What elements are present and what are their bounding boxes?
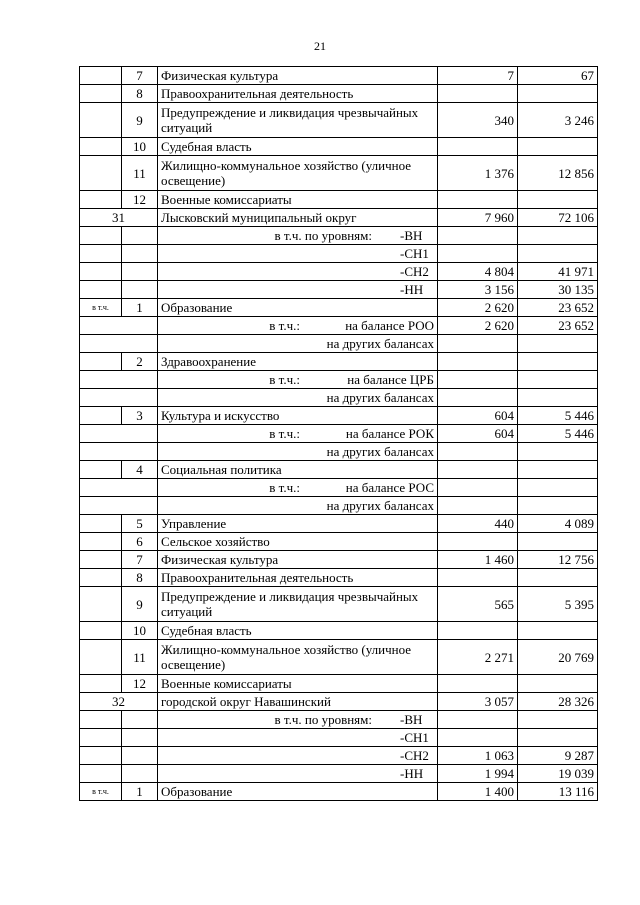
balance-cell [158,389,438,407]
level-prefix: в т.ч. по уровням: [274,712,372,727]
table-row [80,191,598,209]
balance-label: на балансе РОК [345,426,434,441]
row-name: Физическая культура [158,67,438,85]
balance-cell [158,497,438,515]
row-name: Правоохранительная деятельность [158,569,438,587]
value-col-2: 4 089 [518,515,598,533]
row-name: Социальная политика [158,461,438,479]
row-name: Судебная власть [158,138,438,156]
table-row [80,729,598,747]
balance-prefix: в т.ч.: [269,426,300,441]
table-row [80,693,598,711]
table-row [80,335,598,353]
row-index: 12 [122,191,158,209]
row-index: 11 [122,640,158,675]
table-row [80,551,598,569]
value-col-1 [438,227,518,245]
table-row [80,245,598,263]
row-marker [80,747,122,765]
value-col-1: 7 [438,67,518,85]
value-col-1 [438,85,518,103]
balance-label: на балансе РОО [345,318,434,333]
balance-label: на других балансах [326,336,434,351]
level-cell [158,747,438,765]
table-row [80,622,598,640]
value-col-1: 1 460 [438,551,518,569]
level-code: -СН1 [400,246,429,261]
row-marker [80,227,122,245]
level-cell [158,227,438,245]
value-col-1 [438,353,518,371]
value-col-1 [438,138,518,156]
value-col-1: 565 [438,587,518,622]
row-name: Судебная власть [158,622,438,640]
value-col-1 [438,569,518,587]
value-col-2 [518,245,598,263]
level-cell [158,729,438,747]
row-index: 8 [122,85,158,103]
value-col-2: 23 652 [518,317,598,335]
level-code: -СН2 [400,264,429,279]
row-marker [80,497,158,515]
value-col-1: 440 [438,515,518,533]
value-col-1: 2 271 [438,640,518,675]
row-marker [80,551,122,569]
row-index [122,227,158,245]
row-index: 5 [122,515,158,533]
value-col-2: 30 135 [518,281,598,299]
level-code: -ВН [400,712,423,727]
table-row [80,479,598,497]
table-row [80,156,598,191]
balance-label: на других балансах [326,498,434,513]
row-index: 6 [122,533,158,551]
row-marker [80,85,122,103]
row-name: Предупреждение и ликвидация чрезвычайных ситуаций [158,103,438,138]
row-name: Культура и искусство [158,407,438,425]
value-col-2: 9 287 [518,747,598,765]
value-col-1: 1 400 [438,783,518,801]
row-name: Сельское хозяйство [158,533,438,551]
value-col-2: 23 652 [518,299,598,317]
level-code: -ВН [400,228,423,243]
row-marker [80,640,122,675]
row-name: Управление [158,515,438,533]
row-marker [80,479,158,497]
row-marker [80,461,122,479]
balance-cell [158,443,438,461]
row-marker [80,281,122,299]
value-col-2: 13 116 [518,783,598,801]
value-col-2 [518,461,598,479]
table-row [80,227,598,245]
level-cell [158,263,438,281]
row-marker [80,317,158,335]
value-col-1: 2 620 [438,317,518,335]
table-row [80,371,598,389]
value-col-1 [438,443,518,461]
value-col-2 [518,371,598,389]
row-name: Физическая культура [158,551,438,569]
value-col-2 [518,569,598,587]
row-index: 9 [122,103,158,138]
row-marker [80,103,122,138]
row-index: 12 [122,675,158,693]
row-index [122,747,158,765]
row-marker [80,156,122,191]
row-name: Здравоохранение [158,353,438,371]
value-col-1 [438,461,518,479]
value-col-2: 12 856 [518,156,598,191]
value-col-2 [518,353,598,371]
row-marker [80,371,158,389]
value-col-2 [518,729,598,747]
row-marker [80,138,122,156]
level-prefix: в т.ч. по уровням: [274,228,372,243]
balance-cell [158,371,438,389]
value-col-1 [438,335,518,353]
value-col-1: 1 063 [438,747,518,765]
table-row [80,515,598,533]
balance-cell [158,335,438,353]
value-col-1 [438,191,518,209]
row-marker: в т.ч. [80,783,122,801]
value-col-1: 4 804 [438,263,518,281]
value-col-2: 67 [518,67,598,85]
value-col-2: 3 246 [518,103,598,138]
table-row [80,389,598,407]
value-col-1: 1 376 [438,156,518,191]
value-col-2 [518,622,598,640]
table-row [80,85,598,103]
row-index [122,263,158,281]
level-code: -НН [400,282,424,297]
value-col-1: 3 057 [438,693,518,711]
value-col-2: 72 106 [518,209,598,227]
row-marker [80,729,122,747]
row-marker [80,515,122,533]
table-row [80,675,598,693]
row-marker [80,407,122,425]
balance-label: на балансе РОС [345,480,434,495]
region-name: Лысковский муниципальный округ [158,209,438,227]
value-col-2: 41 971 [518,263,598,281]
table-row [80,317,598,335]
value-col-2: 5 446 [518,425,598,443]
value-col-2: 12 756 [518,551,598,569]
balance-cell [158,425,438,443]
data-table [79,66,598,801]
value-col-1 [438,675,518,693]
table-row [80,533,598,551]
value-col-2 [518,191,598,209]
balance-cell [158,479,438,497]
row-marker [80,711,122,729]
level-cell [158,245,438,263]
table-row [80,209,598,227]
table-row [80,281,598,299]
page-number: 21 [314,39,326,53]
row-name: Военные комиссариаты [158,675,438,693]
row-marker [80,622,122,640]
level-code: -НН [400,766,424,781]
table-row [80,138,598,156]
row-marker [80,533,122,551]
value-col-1 [438,622,518,640]
balance-label: на других балансах [326,390,434,405]
value-col-2 [518,335,598,353]
row-name: Военные комиссариаты [158,191,438,209]
value-col-1 [438,497,518,515]
level-cell [158,281,438,299]
row-marker [80,353,122,371]
row-marker [80,675,122,693]
balance-prefix: в т.ч.: [269,480,300,495]
region-number: 32 [80,693,158,711]
balance-label: на других балансах [326,444,434,459]
row-index: 10 [122,622,158,640]
value-col-1 [438,729,518,747]
row-index: 1 [122,299,158,317]
row-index: 10 [122,138,158,156]
row-index: 1 [122,783,158,801]
value-col-2 [518,227,598,245]
row-marker [80,443,158,461]
row-index [122,765,158,783]
level-code: -СН2 [400,748,429,763]
row-index: 4 [122,461,158,479]
value-col-2 [518,711,598,729]
level-cell [158,765,438,783]
value-col-1 [438,245,518,263]
row-marker [80,335,158,353]
table-row [80,711,598,729]
row-marker [80,587,122,622]
row-marker [80,765,122,783]
value-col-2 [518,443,598,461]
table-row [80,425,598,443]
value-col-2 [518,533,598,551]
row-name: Образование [158,783,438,801]
balance-label: на балансе ЦРБ [347,372,434,387]
row-marker [80,425,158,443]
row-index: 7 [122,67,158,85]
row-index [122,729,158,747]
row-index [122,711,158,729]
table-row [80,640,598,675]
value-col-2 [518,389,598,407]
value-col-1: 604 [438,425,518,443]
row-name: Образование [158,299,438,317]
balance-prefix: в т.ч.: [269,372,300,387]
row-index: 9 [122,587,158,622]
row-marker [80,569,122,587]
region-name: городской округ Навашинский [158,693,438,711]
table-row [80,587,598,622]
balance-cell [158,317,438,335]
row-marker [80,191,122,209]
row-marker: в т.ч. [80,299,122,317]
row-index [122,245,158,263]
row-name: Правоохранительная деятельность [158,85,438,103]
value-col-2: 20 769 [518,640,598,675]
table-row [80,461,598,479]
table-row [80,103,598,138]
value-col-1 [438,371,518,389]
value-col-2 [518,675,598,693]
row-index: 7 [122,551,158,569]
value-col-2: 19 039 [518,765,598,783]
table-row [80,353,598,371]
value-col-2: 28 326 [518,693,598,711]
value-col-2 [518,497,598,515]
row-index: 3 [122,407,158,425]
value-col-2 [518,138,598,156]
table-row [80,569,598,587]
value-col-1: 340 [438,103,518,138]
row-marker [80,67,122,85]
level-code: -СН1 [400,730,429,745]
table-row [80,783,598,801]
table-row [80,407,598,425]
value-col-1 [438,479,518,497]
row-name: Жилищно-коммунальное хозяйство (уличное освещение) [158,156,438,191]
table-row [80,747,598,765]
value-col-1: 3 156 [438,281,518,299]
level-cell [158,711,438,729]
value-col-1: 2 620 [438,299,518,317]
table-row [80,263,598,281]
row-marker [80,245,122,263]
value-col-2: 5 446 [518,407,598,425]
table-row [80,443,598,461]
row-marker [80,389,158,407]
table-row [80,765,598,783]
row-marker [80,263,122,281]
balance-prefix: в т.ч.: [269,318,300,333]
row-index: 11 [122,156,158,191]
row-name: Жилищно-коммунальное хозяйство (уличное освещение) [158,640,438,675]
table-row [80,67,598,85]
row-index [122,281,158,299]
value-col-1 [438,533,518,551]
region-number: 31 [80,209,158,227]
value-col-1: 1 994 [438,765,518,783]
row-index: 8 [122,569,158,587]
value-col-1: 7 960 [438,209,518,227]
row-index: 2 [122,353,158,371]
value-col-1 [438,711,518,729]
value-col-2 [518,479,598,497]
table-row [80,497,598,515]
value-col-1: 604 [438,407,518,425]
table-row [80,299,598,317]
value-col-2: 5 395 [518,587,598,622]
value-col-2 [518,85,598,103]
row-name: Предупреждение и ликвидация чрезвычайных ситуаций [158,587,438,622]
value-col-1 [438,389,518,407]
